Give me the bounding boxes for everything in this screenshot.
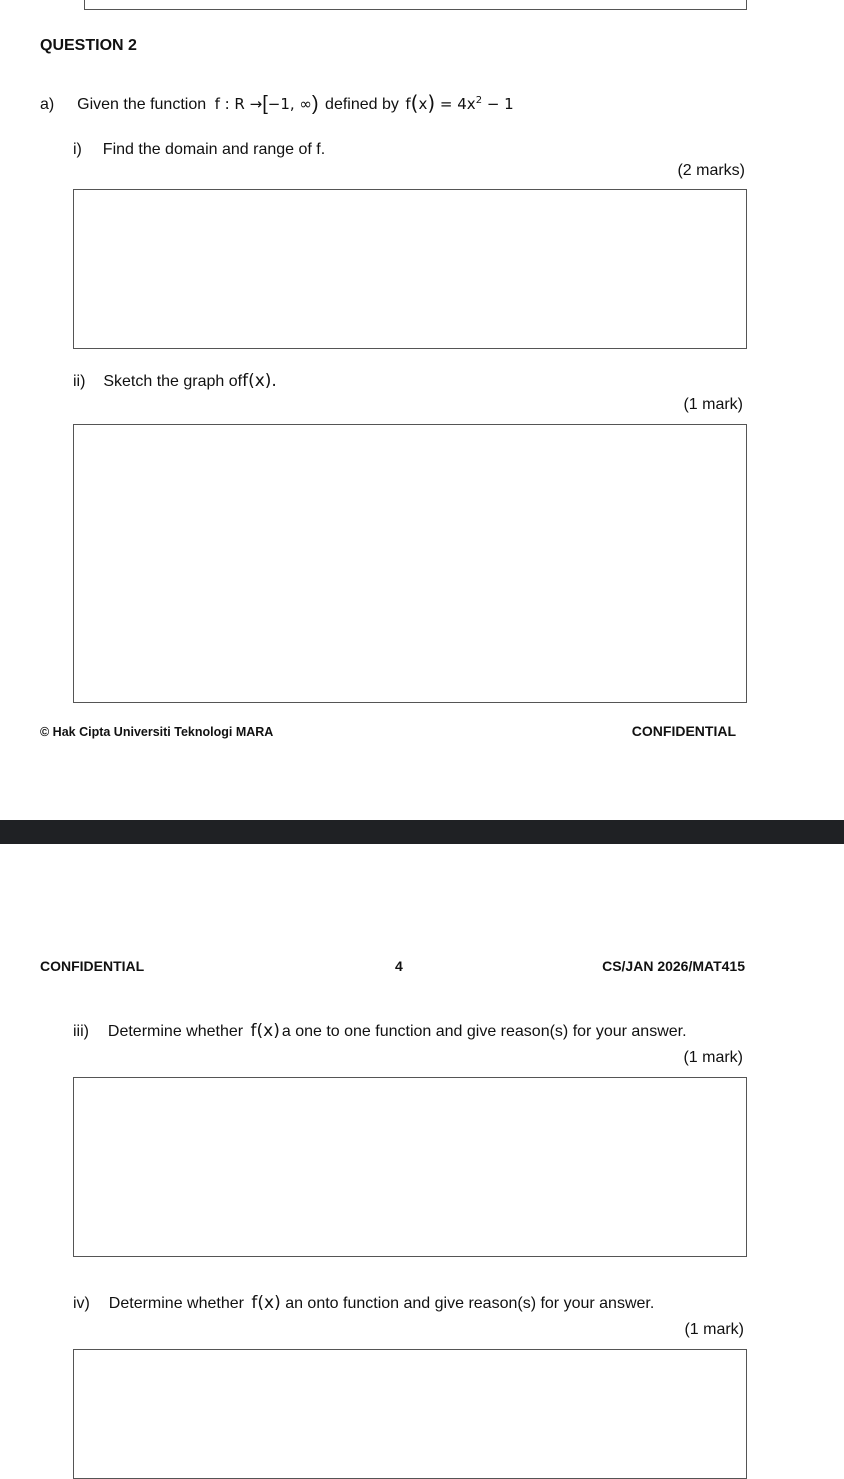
function-map: f : R → — [214, 95, 263, 113]
part-iii-text-before: Determine whether — [107, 1023, 244, 1040]
part-iii-label: iii) — [73, 1023, 89, 1040]
part-iv-line — [73, 1293, 654, 1313]
part-iv-text-after: an onto function and give reason(s) for your answer. — [285, 1295, 655, 1312]
answer-box-part-i[interactable] — [73, 189, 747, 349]
question-title: QUESTION 2 — [40, 37, 137, 54]
part-ii-line — [73, 371, 277, 391]
part-iv-marks: (1 mark) — [684, 1321, 744, 1338]
part-ii-text: Sketch the graph of — [103, 373, 243, 390]
part-iv-text-before: Determine whether — [108, 1295, 244, 1312]
header-page-number: 4 — [395, 958, 403, 974]
part-i-label: i) — [73, 141, 82, 158]
defined-by: defined by — [325, 96, 399, 113]
part-i-marks: (2 marks) — [677, 162, 745, 179]
part-iii-marks: (1 mark) — [683, 1049, 743, 1066]
codomain-close: ) — [311, 93, 319, 115]
part-a-intro: Given the function — [77, 96, 207, 113]
part-i-text: Find the domain and range of f. — [102, 141, 326, 158]
part-a-label: a) — [40, 96, 55, 113]
part-iv-label: iv) — [73, 1295, 90, 1312]
header-course-code: CS/JAN 2026/MAT415 — [602, 958, 745, 974]
part-iii-text-after: a one to one function and give reason(s) for your answer. — [281, 1023, 687, 1040]
part-ii-label: ii) — [73, 373, 86, 390]
part-iii-line — [73, 1021, 687, 1041]
header-confidential: CONFIDENTIAL — [40, 958, 145, 974]
part-a-line — [40, 92, 514, 114]
answer-box-previous[interactable] — [84, 0, 747, 10]
part-iv-math: f(x) — [251, 1293, 281, 1313]
answer-box-part-ii[interactable] — [73, 424, 747, 703]
codomain-value: −1, ∞ — [267, 95, 312, 113]
page-divider — [0, 820, 844, 844]
codomain-open: [ — [262, 93, 268, 115]
part-iii-math: f(x) — [250, 1021, 280, 1041]
part-ii-marks: (1 mark) — [683, 396, 743, 413]
confidential-footer: CONFIDENTIAL — [631, 723, 736, 739]
answer-box-part-iv[interactable] — [73, 1349, 747, 1479]
function-def: $f(x) = 4x^2 - 1$ — [405, 91, 514, 115]
copyright-footer: © Hak Cipta Universiti Teknologi MARA — [40, 725, 274, 739]
answer-box-part-iii[interactable] — [73, 1077, 747, 1257]
part-i-line — [73, 141, 325, 159]
part-ii-math: f(x). — [242, 371, 277, 391]
